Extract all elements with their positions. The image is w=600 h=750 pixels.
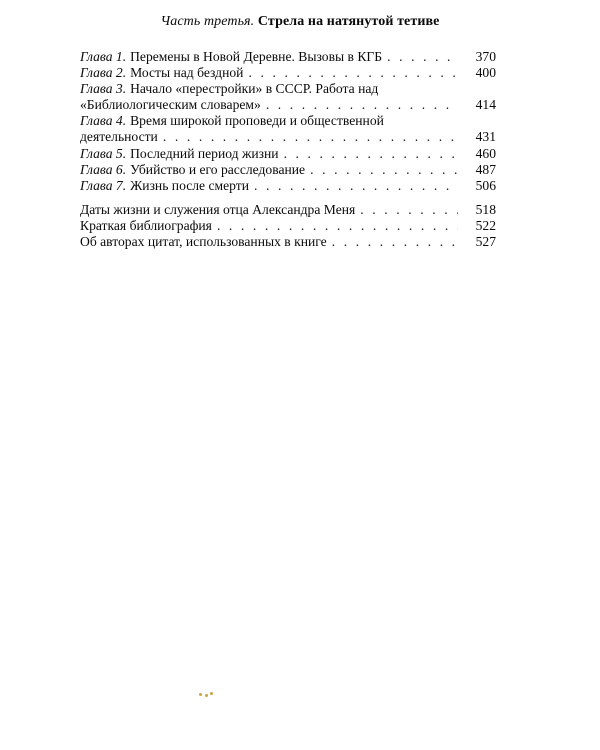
entry-line xyxy=(80,113,496,129)
page-number: 431 xyxy=(475,129,496,145)
ink-smudge xyxy=(199,692,215,697)
chapter-list xyxy=(80,49,496,194)
toc-entry-chapter[interactable] xyxy=(80,65,496,81)
toc-entry-appendix[interactable] xyxy=(80,234,496,250)
entry-line xyxy=(80,81,496,97)
dot-leader xyxy=(163,129,458,145)
chapter-label: Глава 2. xyxy=(80,65,127,81)
dot-leader xyxy=(310,162,458,178)
entry-line xyxy=(80,218,496,234)
entry-line xyxy=(80,97,496,113)
dot-leader xyxy=(284,146,458,162)
entry-title: Убийство и его расследование xyxy=(130,161,306,177)
entry-line xyxy=(80,129,496,145)
entry-line xyxy=(80,49,496,65)
chapter-label: Глава 1. xyxy=(80,49,127,64)
page-number: 370 xyxy=(475,49,496,64)
dot-leader xyxy=(332,234,458,250)
entry-title: Начало «перестройки» в СССР. Работа над xyxy=(130,81,379,97)
entry-line xyxy=(80,202,496,218)
part-lead: Часть третья. xyxy=(160,14,255,29)
chapter-label: Глава 5. xyxy=(80,145,127,161)
toc-entry-chapter[interactable] xyxy=(80,49,496,65)
entry-line xyxy=(80,146,496,162)
chapter-label: Глава 4. xyxy=(80,113,127,129)
entry-title: Жизнь после смерти xyxy=(130,177,249,193)
page-number: 460 xyxy=(475,145,496,161)
page-number: 487 xyxy=(475,161,496,177)
toc-entry-chapter[interactable] xyxy=(80,113,496,145)
page-number: 527 xyxy=(475,234,496,250)
page-number: 400 xyxy=(475,65,496,81)
entry-line xyxy=(80,178,496,194)
page-number: 506 xyxy=(475,177,496,193)
entry-title: Об авторах цитат, использованных в книге xyxy=(80,234,327,250)
entry-title: Время широкой проповеди и общественной xyxy=(130,113,384,129)
entry-line xyxy=(80,65,496,81)
dot-leader xyxy=(266,97,458,113)
entry-title: Даты жизни и служения отца Александра Меня xyxy=(80,202,356,217)
chapter-label: Глава 3. xyxy=(80,81,127,97)
toc-entry-chapter[interactable] xyxy=(80,146,496,162)
toc-entry-chapter[interactable] xyxy=(80,162,496,178)
appendix-list xyxy=(80,202,496,250)
page-number: 522 xyxy=(475,218,496,234)
entry-line xyxy=(80,234,496,250)
entry-title: Мосты над бездной xyxy=(130,65,244,81)
part-heading xyxy=(0,14,600,30)
part-title: Стрела на натянутой тетиве xyxy=(257,14,440,29)
entry-title: Перемены в Новой Деревне. Вызовы в КГБ xyxy=(130,49,383,64)
dot-leader xyxy=(387,49,458,65)
entry-title: Краткая библиография xyxy=(80,218,212,234)
page-number: 414 xyxy=(475,97,496,113)
toc-entry-chapter[interactable] xyxy=(80,178,496,194)
toc-entry-appendix[interactable] xyxy=(80,202,496,218)
dot-leader xyxy=(360,202,458,218)
toc-entry-chapter[interactable] xyxy=(80,81,496,113)
chapter-label: Глава 6. xyxy=(80,161,127,177)
entry-title: деятельности xyxy=(80,129,158,145)
chapter-label: Глава 7. xyxy=(80,177,127,193)
dot-leader xyxy=(248,65,458,81)
page-number: 518 xyxy=(475,202,496,217)
dot-leader xyxy=(254,178,458,194)
dot-leader xyxy=(217,218,458,234)
entry-title: «Библиологическим словарем» xyxy=(80,97,261,113)
toc-entry-appendix[interactable] xyxy=(80,218,496,234)
entry-title: Последний период жизни xyxy=(130,145,279,161)
entry-line xyxy=(80,162,496,178)
